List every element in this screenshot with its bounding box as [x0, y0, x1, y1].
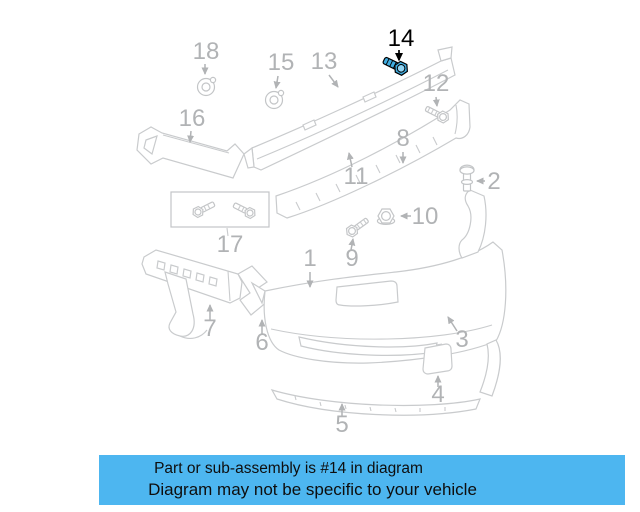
banner-line1: Part or sub-assembly is #14 in diagram: [154, 460, 423, 477]
part-label-1: 1: [303, 245, 317, 272]
part-label-18: 18: [192, 38, 220, 65]
part-label-12: 12: [422, 70, 450, 97]
part-arrow-16: [190, 131, 191, 142]
part-label-3: 3: [455, 326, 469, 353]
part-label-8: 8: [396, 125, 410, 152]
hardware-box-part: [171, 192, 269, 236]
tow-hook-cover-part: [423, 344, 452, 374]
part-label-2: 2: [487, 168, 501, 195]
part-label-14-highlighted: 14: [387, 25, 415, 52]
part-label-7: 7: [203, 315, 217, 342]
part-label-9: 9: [345, 245, 359, 272]
part-label-15: 15: [267, 49, 295, 76]
part-label-11: 11: [343, 163, 369, 190]
part-label-4: 4: [431, 381, 445, 408]
part-label-16: 16: [178, 105, 206, 132]
part-label-17: 17: [216, 231, 244, 258]
grommet-icon: [266, 90, 284, 108]
part-label-13: 13: [310, 48, 338, 75]
part-arrow-12: [436, 97, 437, 106]
nut-icon: [377, 209, 394, 224]
part-label-10: 10: [411, 203, 439, 230]
lower-strip-part: [272, 390, 480, 415]
highlight-banner: [99, 455, 625, 505]
grommet-icon: [198, 77, 216, 95]
bolt-icon: [344, 216, 370, 239]
banner-text: [0, 458, 625, 501]
highlighted-bolt-icon: [381, 55, 410, 77]
part-label-6: 6: [255, 329, 269, 356]
side-bracket-part: [142, 250, 242, 338]
part-arrow-13: [329, 75, 338, 87]
part-label-5: 5: [335, 411, 349, 438]
banner-line2: Diagram may not be specific to your vehicle: [148, 480, 477, 499]
part-arrow-15: [276, 76, 278, 88]
push-pin-icon: [460, 165, 474, 191]
